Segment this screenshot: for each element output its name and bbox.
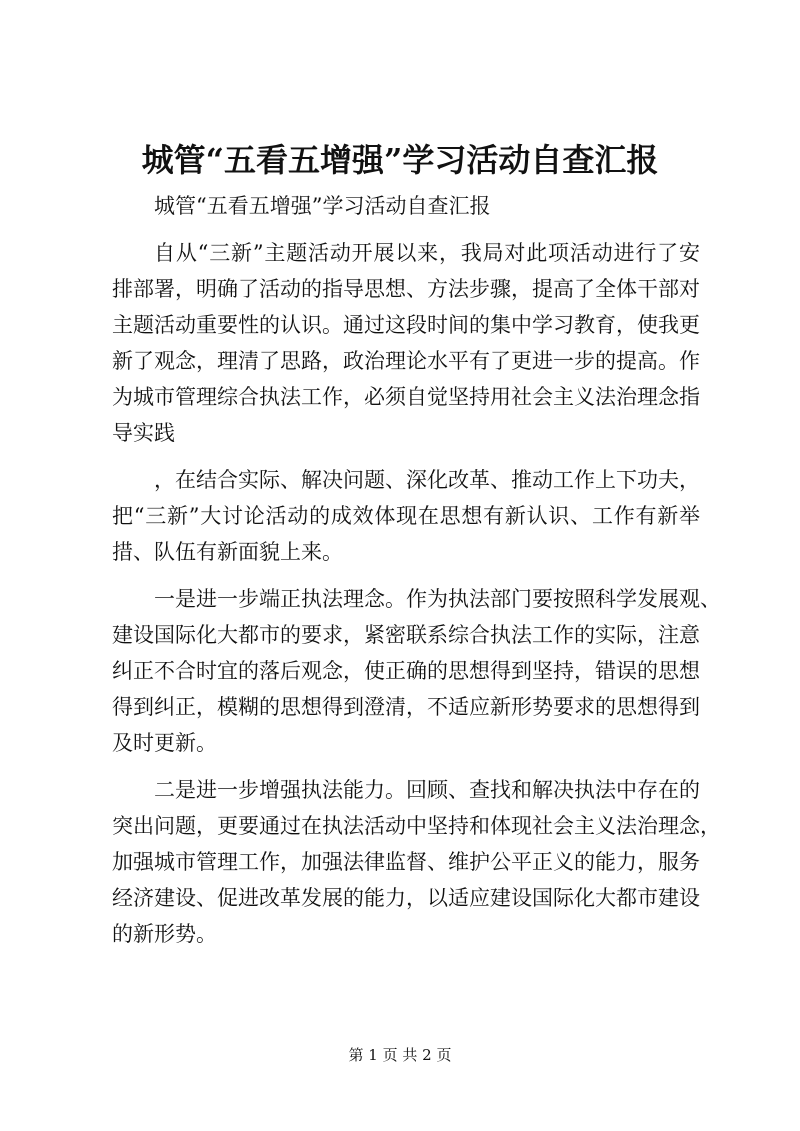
paragraph-line: ，在结合实际、解决问题、深化改革、推动工作上下功夫， <box>154 468 700 492</box>
paragraph-line: 一是进一步端正执法理念。作为执法部门要按照科学发展观、 <box>154 587 721 611</box>
paragraph-line: 纠正不合时宜的落后观念，使正确的思想得到坚持，错误的思想 <box>112 659 700 683</box>
paragraph-line: 导实践 <box>112 421 175 445</box>
paragraph-line: 自从“三新”主题活动开展以来，我局对此项活动进行了安 <box>154 241 700 265</box>
paragraph-line: 加强城市管理工作，加强法律监督、维护公平正义的能力，服务 <box>112 850 700 874</box>
document-title: 城管“五看五增强”学习活动自查汇报 <box>141 141 659 179</box>
paragraph-line: 二是进一步增强执法能力。回顾、查找和解决执法中存在的 <box>154 778 700 802</box>
paragraph-gap <box>112 451 700 462</box>
paragraph-line: 排部署，明确了活动的指导思想、方法步骤，提高了全体干部对 <box>112 277 700 301</box>
paragraph-line: 及时更新。 <box>112 731 217 755</box>
paragraph-gap <box>112 761 700 772</box>
paragraph-line: 建设国际化大都市的要求，紧密联系综合执法工作的实际，注意 <box>112 623 700 647</box>
paragraph-line: 突出问题，更要通过在执法活动中坚持和体现社会主义法治理念， <box>112 814 721 838</box>
paragraph-line: 主题活动重要性的认识。通过这段时间的集中学习教育，使我更 <box>112 313 700 337</box>
paragraph-line: 把“三新”大讨论活动的成效体现在思想有新认识、工作有新举 <box>112 504 700 528</box>
paragraph-line: 的新形势。 <box>112 922 217 946</box>
paragraph-line: 新了观念，理清了思路，政治理论水平有了更进一步的提高。作 <box>112 349 700 373</box>
paragraph-line: 经济建设、促进改革发展的能力，以适应建设国际化大都市建设 <box>112 886 700 910</box>
page-footer: 第 1 页 共 2 页 <box>348 1046 452 1064</box>
document-body <box>112 188 721 952</box>
paragraph-gap <box>112 224 700 235</box>
paragraph-line: 得到纠正，模糊的思想得到澄清，不适应新形势要求的思想得到 <box>112 695 700 719</box>
paragraph-line: 为城市管理综合执法工作，必须自觉坚持用社会主义法治理念指 <box>112 385 700 409</box>
paragraph-gap <box>112 570 700 581</box>
subtitle-line: 城管“五看五增强”学习活动自查汇报 <box>154 194 491 218</box>
paragraph-line: 措、队伍有新面貌上来。 <box>112 540 343 564</box>
